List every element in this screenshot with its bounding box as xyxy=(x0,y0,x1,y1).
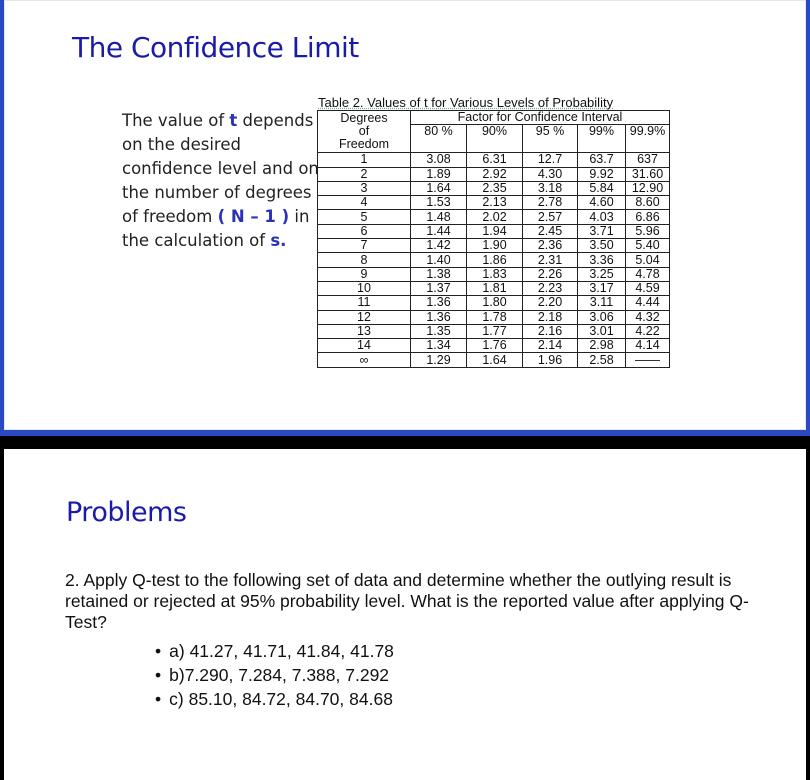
t-value-cell: 2.35 xyxy=(467,181,523,195)
t-value-cell: 1.36 xyxy=(411,310,467,324)
t-value-cell: 9.92 xyxy=(578,167,626,181)
level-header: 99% xyxy=(578,125,626,153)
t-value-cell: 3.11 xyxy=(578,296,626,310)
t-value-cell: 4.14 xyxy=(626,339,670,353)
t-value-cell: 3.36 xyxy=(578,253,626,267)
dof-header-line: Freedom xyxy=(338,137,390,152)
t-value-cell: 2.23 xyxy=(523,281,578,295)
t-value-cell: 12.7 xyxy=(523,153,578,167)
dof-cell: 2 xyxy=(318,167,411,181)
t-value-cell: 1.29 xyxy=(411,353,467,367)
t-value-cell: 1.40 xyxy=(411,253,467,267)
t-value-cell: 3.25 xyxy=(578,267,626,281)
level-header: 95 % xyxy=(523,125,578,153)
dof-cell: ∞ xyxy=(318,353,411,367)
t-value-cell: 2.78 xyxy=(523,196,578,210)
slide-title: The Confidence Limit xyxy=(72,31,359,64)
table-row xyxy=(318,296,670,310)
table-row xyxy=(318,339,670,353)
dof-cell: 3 xyxy=(318,181,411,195)
t-value-cell: 4.59 xyxy=(626,281,670,295)
t-value-cell: 1.86 xyxy=(467,253,523,267)
desc-s: s. xyxy=(270,231,287,250)
list-item: • b)7.290, 7.284, 7.388, 7.292 xyxy=(155,663,394,687)
table-row xyxy=(318,324,670,338)
table-row xyxy=(318,310,670,324)
dof-cell: 7 xyxy=(318,239,411,253)
t-value-cell: 1.37 xyxy=(411,281,467,295)
t-value-cell: 4.60 xyxy=(578,196,626,210)
t-value-cell: 5.40 xyxy=(626,239,670,253)
t-value-cell: 1.96 xyxy=(523,353,578,367)
t-value-cell: 63.7 xyxy=(578,153,626,167)
desc-part: The value of xyxy=(122,111,230,130)
t-value-cell: 5.96 xyxy=(626,224,670,238)
t-value-cell: 3.18 xyxy=(523,181,578,195)
t-value-cell: 1.34 xyxy=(411,339,467,353)
dof-cell: 13 xyxy=(318,324,411,338)
slide-title: Problems xyxy=(66,497,187,528)
t-value-cell: 5.04 xyxy=(626,253,670,267)
t-value-cell: 2.02 xyxy=(467,210,523,224)
dof-cell: 14 xyxy=(318,339,411,353)
t-value-cell: 1.90 xyxy=(467,239,523,253)
t-value-cell: 2.98 xyxy=(578,339,626,353)
desc-part: in the calculation of xyxy=(122,207,310,250)
desc-part: depends on the desired confidence level and on the number of degrees of freedom xyxy=(122,111,319,226)
question-text: 2. Apply Q-test to the following set of data and determine whether the outlying result is retained or rejected at 95% probability level. What is the reported value after applying Q-Test? xyxy=(65,570,749,632)
list-item: • c) 85.10, 84.72, 84.70, 84.68 xyxy=(155,687,394,711)
t-value-cell: 637 xyxy=(626,153,670,167)
t-value-cell: 12.90 xyxy=(626,181,670,195)
dof-cell: 8 xyxy=(318,253,411,267)
t-value-cell: 3.01 xyxy=(578,324,626,338)
t-value-cell: 31.60 xyxy=(626,167,670,181)
group-header: Factor for Confidence Interval xyxy=(411,111,670,125)
table-row xyxy=(318,281,670,295)
level-header: 90% xyxy=(467,125,523,153)
t-value-cell: 3.17 xyxy=(578,281,626,295)
t-value-cell: 3.06 xyxy=(578,310,626,324)
t-value-cell: 1.42 xyxy=(411,239,467,253)
t-value-cell: 2.45 xyxy=(523,224,578,238)
dof-cell: 12 xyxy=(318,310,411,324)
table-row xyxy=(318,153,670,167)
t-value-cell: 2.36 xyxy=(523,239,578,253)
t-value-cell: 1.36 xyxy=(411,296,467,310)
t-value-cell: 1.35 xyxy=(411,324,467,338)
t-value-cell: 1.94 xyxy=(467,224,523,238)
t-value-cell: 1.64 xyxy=(467,353,523,367)
table-row xyxy=(318,239,670,253)
options-list xyxy=(155,639,394,711)
table-caption: Table 2. Values of t for Various Levels of Probability xyxy=(318,95,614,110)
t-value-cell: 5.84 xyxy=(578,181,626,195)
table-row xyxy=(318,253,670,267)
t-value-cell: 1.81 xyxy=(467,281,523,295)
dof-cell: 6 xyxy=(318,224,411,238)
dof-cell: 10 xyxy=(318,281,411,295)
t-value-cell: 4.44 xyxy=(626,296,670,310)
t-value-cell: 1.44 xyxy=(411,224,467,238)
t-value-cell: 2.31 xyxy=(523,253,578,267)
t-value-cell: 2.58 xyxy=(578,353,626,367)
slide-problems xyxy=(4,449,806,780)
t-value-cell: 2.26 xyxy=(523,267,578,281)
t-value-cell: 6.31 xyxy=(467,153,523,167)
t-value-cell: 4.30 xyxy=(523,167,578,181)
t-value-cell: 6.86 xyxy=(626,210,670,224)
desc-n-minus-1: ( N – 1 ) xyxy=(217,207,290,226)
list-item: • a) 41.27, 41.71, 41.84, 41.78 xyxy=(155,639,394,663)
t-value-cell: 4.22 xyxy=(626,324,670,338)
table-row xyxy=(318,196,670,210)
table-row xyxy=(318,353,670,367)
t-value-cell: 1.80 xyxy=(467,296,523,310)
t-value-cell: —— xyxy=(626,353,670,367)
dof-cell: 4 xyxy=(318,196,411,210)
level-header: 99.9% xyxy=(626,125,670,153)
table-row xyxy=(318,181,670,195)
t-value-cell: 2.14 xyxy=(523,339,578,353)
table-row xyxy=(318,167,670,181)
t-value-cell: 3.71 xyxy=(578,224,626,238)
dof-cell: 5 xyxy=(318,210,411,224)
t-value-cell: 1.77 xyxy=(467,324,523,338)
t-value-cell: 2.57 xyxy=(523,210,578,224)
t-values-table xyxy=(317,110,670,368)
t-value-cell: 3.50 xyxy=(578,239,626,253)
t-value-cell: 2.13 xyxy=(467,196,523,210)
table-row xyxy=(318,224,670,238)
t-value-cell: 1.89 xyxy=(411,167,467,181)
t-value-cell: 4.32 xyxy=(626,310,670,324)
desc-t: t xyxy=(229,111,238,130)
dof-header-line: of xyxy=(358,124,370,139)
t-value-cell: 3.08 xyxy=(411,153,467,167)
t-value-cell: 1.78 xyxy=(467,310,523,324)
t-value-cell: 8.60 xyxy=(626,196,670,210)
dof-header xyxy=(318,111,411,153)
t-value-cell: 1.64 xyxy=(411,181,467,195)
t-value-cell: 1.83 xyxy=(467,267,523,281)
dof-cell: 9 xyxy=(318,267,411,281)
dof-cell: 11 xyxy=(318,296,411,310)
table-row xyxy=(318,267,670,281)
t-value-cell: 2.20 xyxy=(523,296,578,310)
t-value-cell: 4.78 xyxy=(626,267,670,281)
t-value-cell: 2.18 xyxy=(523,310,578,324)
dof-cell: 1 xyxy=(318,153,411,167)
t-value-cell: 1.76 xyxy=(467,339,523,353)
t-value-cell: 1.48 xyxy=(411,210,467,224)
t-value-cell: 1.53 xyxy=(411,196,467,210)
level-header: 80 % xyxy=(411,125,467,153)
t-value-cell: 1.38 xyxy=(411,267,467,281)
dof-header-line: Degrees xyxy=(340,111,388,126)
table-row xyxy=(318,210,670,224)
t-value-cell: 2.92 xyxy=(467,167,523,181)
description-text xyxy=(122,109,322,253)
t-value-cell: 4.03 xyxy=(578,210,626,224)
t-value-cell: 2.16 xyxy=(523,324,578,338)
